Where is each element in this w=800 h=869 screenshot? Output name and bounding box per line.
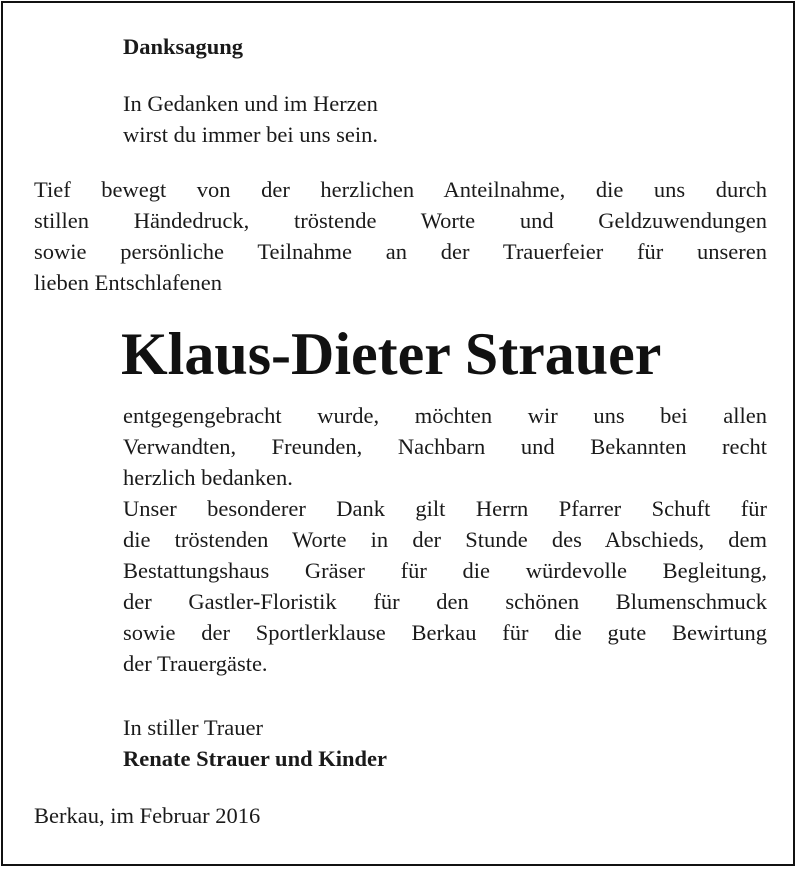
body-line: entgegengebracht wurde, möchten wir uns bei allen xyxy=(123,403,767,428)
intro-line: Tief bewegt von der herzlichen Anteilnahme, die uns durch xyxy=(34,177,767,202)
verse-line: wirst du immer bei uns sein. xyxy=(123,122,378,147)
body-line: Bestattungshaus Gräser für die würdevolle Begleitung, xyxy=(123,558,767,583)
body-line: die tröstenden Worte in der Stunde des Abschieds, dem xyxy=(123,527,767,552)
memorial-verse xyxy=(123,88,378,150)
intro-line: sowie persönliche Teilnahme an der Trauerfeier für unseren xyxy=(34,239,767,264)
closing-phrase: In stiller Trauer xyxy=(123,715,263,740)
body-line: der Gastler-Floristik für den schönen Blumenschmuck xyxy=(123,589,767,614)
thanks-paragraph xyxy=(123,400,767,679)
intro-line: stillen Händedruck, tröstende Worte und Geldzuwendungen xyxy=(34,208,767,233)
intro-line: lieben Entschlafenen xyxy=(34,270,223,295)
verse-line: In Gedanken und im Herzen xyxy=(123,91,378,116)
body-line: herzlich bedanken. xyxy=(123,465,293,490)
signature: Renate Strauer und Kinder xyxy=(123,746,387,771)
body-line: der Trauergäste. xyxy=(123,651,268,676)
body-line: Verwandten, Freunden, Nachbarn und Bekannten recht xyxy=(123,434,767,459)
place-date: Berkau, im Februar 2016 xyxy=(34,803,261,828)
intro-paragraph xyxy=(34,174,767,298)
notice-title: Danksagung xyxy=(123,34,244,59)
body-line: Unser besonderer Dank gilt Herrn Pfarrer Schuft für xyxy=(123,496,767,521)
body-line: sowie der Sportlerklause Berkau für die gute Bewirtung xyxy=(123,620,767,645)
deceased-name: Klaus-Dieter Strauer xyxy=(121,321,662,387)
